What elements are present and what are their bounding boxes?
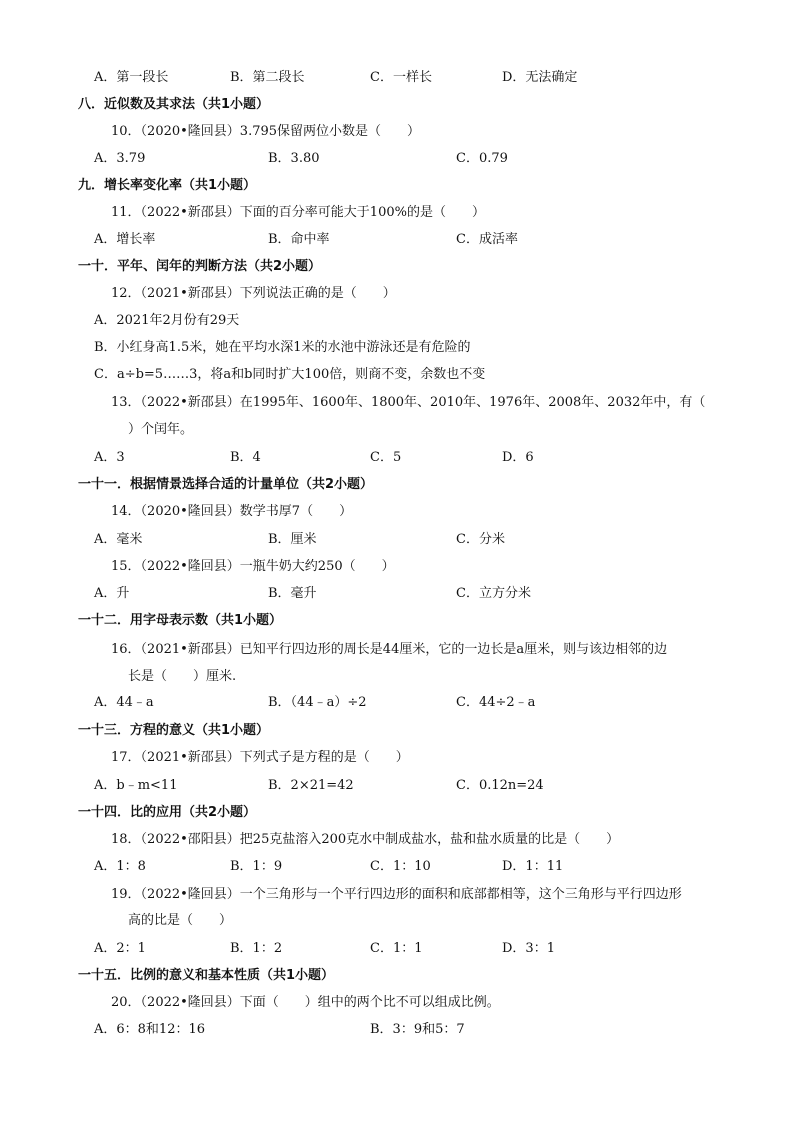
answer-option: B．4 [230, 450, 261, 465]
section-heading: 一十一．根据情景选择合适的计量单位（共2小题） [78, 477, 374, 492]
answer-option: B．1：9 [230, 859, 283, 874]
answer-option: A．升 [94, 586, 130, 601]
answer-option: A．44﹣a [94, 695, 154, 710]
answer-option: B．3：9和5：7 [370, 1022, 465, 1037]
answer-option: B．2×21=42 [268, 778, 354, 793]
answer-option: A．b﹣m<11 [94, 778, 178, 793]
answer-option: C．5 [370, 450, 402, 465]
statement-option: B．小红身高1.5米，她在平均水深1米的水池中游泳还是有危险的 [94, 340, 471, 355]
answer-option: C．0.12n=24 [456, 778, 544, 793]
question-text: 18．（2022•邵阳县）把25克盐溶入200克水中制成盐水，盐和盐水质量的比是（ ） [111, 832, 620, 847]
question-text: 15．（2022•隆回县）一瓶牛奶大约250（ ） [111, 559, 395, 574]
answer-option: B．1：2 [230, 941, 283, 956]
question-text: 13．（2022•新邵县）在1995年、1600年、1800年、2010年、1976年、2008年、2032年中，有（ [111, 395, 706, 410]
answer-option: C．分米 [456, 532, 505, 547]
answer-option: C．立方分米 [456, 586, 531, 601]
question-text-continued: 长是（ ）厘米. [128, 669, 237, 684]
section-heading: 一十五．比例的意义和基本性质（共1小题） [78, 968, 335, 983]
answer-option: A．3 [94, 450, 125, 465]
answer-option: A．第一段长 [94, 70, 169, 85]
question-text: 19．（2022•隆回县）一个三角形与一个平行四边形的面积和底部都相等，这个三角形与平行四边形 [111, 887, 682, 902]
answer-option: B．（44﹣a）÷2 [268, 695, 367, 710]
question-text: 12．（2021•新邵县）下列说法正确的是（ ） [111, 286, 396, 301]
answer-option: B．毫升 [268, 586, 317, 601]
section-heading: 一十．平年、闰年的判断方法（共2小题） [78, 259, 322, 274]
answer-option: B．厘米 [268, 532, 317, 547]
answer-option: D．6 [502, 450, 534, 465]
question-text: 11．（2022•新邵县）下面的百分率可能大于100%的是（ ） [111, 205, 485, 220]
answer-option: C．0.79 [456, 151, 508, 166]
answer-option: A．1：8 [94, 859, 146, 874]
answer-option: D．3：1 [502, 941, 555, 956]
answer-option: A．2：1 [94, 941, 146, 956]
question-text-continued: 高的比是（ ） [128, 913, 233, 928]
answer-option: C．44÷2﹣a [456, 695, 536, 710]
answer-option: B．3.80 [268, 151, 320, 166]
question-text: 14．（2020•隆回县）数学书厚7（ ） [111, 504, 353, 519]
question-text: 17．（2021•新邵县）下列式子是方程的是（ ） [111, 750, 409, 765]
question-text: 16．（2021•新邵县）已知平行四边形的周长是44厘米，它的一边长是a厘米，则与该边相邻的边 [111, 642, 668, 657]
answer-option: C．一样长 [370, 70, 432, 85]
question-text: 10．（2020•隆回县）3.795保留两位小数是（ ） [111, 124, 421, 139]
statement-option: C．a÷b=5……3，将a和b同时扩大100倍，则商不变，余数也不变 [94, 367, 486, 382]
answer-option: A．3.79 [94, 151, 146, 166]
question-text: 20．（2022•隆回县）下面（ ）组中的两个比不可以组成比例。 [111, 995, 500, 1010]
question-text-continued: ）个闰年。 [128, 422, 194, 437]
section-heading: 一十二．用字母表示数（共1小题） [78, 613, 283, 628]
answer-option: C．1：1 [370, 941, 423, 956]
answer-option: C．1：10 [370, 859, 431, 874]
section-heading: 一十三．方程的意义（共1小题） [78, 723, 270, 738]
section-heading: 一十四．比的应用（共2小题） [78, 805, 257, 820]
answer-option: B．第二段长 [230, 70, 305, 85]
answer-option: A．毫米 [94, 532, 143, 547]
section-heading: 九．增长率变化率（共1小题） [78, 178, 257, 193]
answer-option: A．增长率 [94, 232, 156, 247]
answer-option: C．成活率 [456, 232, 518, 247]
statement-option: A．2021年2月份有29天 [94, 313, 240, 328]
answer-option: A．6：8和12：16 [94, 1022, 206, 1037]
answer-option: B．命中率 [268, 232, 330, 247]
answer-option: D．无法确定 [502, 70, 578, 85]
answer-option: D．1：11 [502, 859, 564, 874]
section-heading: 八．近似数及其求法（共1小题） [78, 97, 270, 112]
